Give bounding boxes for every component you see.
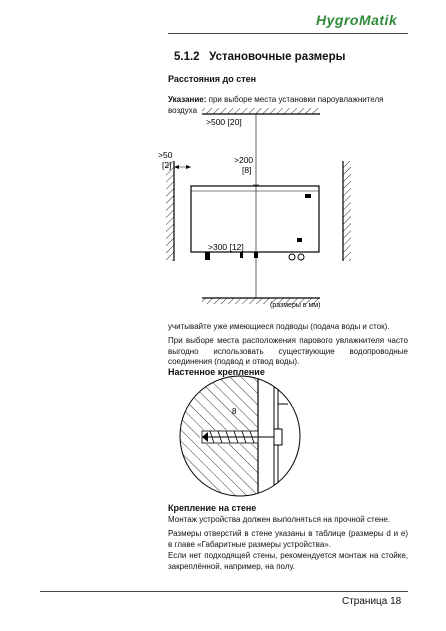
subheading-wall-distances: Расстояния до стен <box>168 74 257 84</box>
paragraph-location: При выборе места расположения парового увлажнителя часто выгодно использовать существующие водопроводные соединения (подвод и отвод воды). <box>168 336 408 366</box>
left-wall-hatch <box>166 161 174 261</box>
device-led <box>305 194 311 198</box>
figure-label: 8 <box>232 407 237 416</box>
paragraph-stand-mount: Если нет подходящей стены, рекомендуется монтаж на стойке, закреплённой, например, на полу. <box>168 551 408 571</box>
label-left-b: [2] <box>162 160 172 170</box>
paragraph-solid-wall: Монтаж устройства должен выполняться на прочной стене. <box>168 515 391 524</box>
drain-pipe <box>205 252 210 260</box>
ceiling-hatch <box>202 108 320 114</box>
label-bottom: >300 [12] <box>208 242 244 252</box>
footer-rule <box>40 591 408 592</box>
clearance-diagram <box>150 106 370 318</box>
subheading-wall-fixing: Крепление на стене <box>168 503 257 513</box>
page-number: Страница 18 <box>342 596 402 607</box>
label-mid-a: >200 <box>234 155 254 165</box>
subheading-wall-mounting: Настенное крепление <box>168 367 265 377</box>
label-left-a: >50 <box>158 150 173 160</box>
label-mid-b: [8] <box>242 165 252 175</box>
connector-a <box>289 254 295 260</box>
connector-b <box>298 254 304 260</box>
right-wall-hatch <box>343 161 351 261</box>
header-rule <box>168 33 408 34</box>
brand-logo: HygroMatik <box>316 12 398 28</box>
note-paragraph: Указание: при выборе места установки пароувлажнителя воздуха <box>168 95 384 115</box>
label-top: >500 [20] <box>206 117 242 127</box>
mounting-detail-diagram <box>170 374 310 498</box>
section-title: 5.1.2 Установочные размеры <box>174 51 346 63</box>
paragraph-hole-sizes: Размеры отверстий в стене указаны в таблице (размеры d и e) в главе «Габаритные размеры устройства». <box>168 529 408 549</box>
units-note: (размеры в мм) <box>270 302 321 309</box>
screw-head <box>274 429 282 445</box>
device-indicator <box>297 238 302 242</box>
pipe-stub <box>240 252 243 258</box>
paragraph-connections: учитывайте уже имеющиеся подводы (подача воды и сток). <box>168 322 390 331</box>
